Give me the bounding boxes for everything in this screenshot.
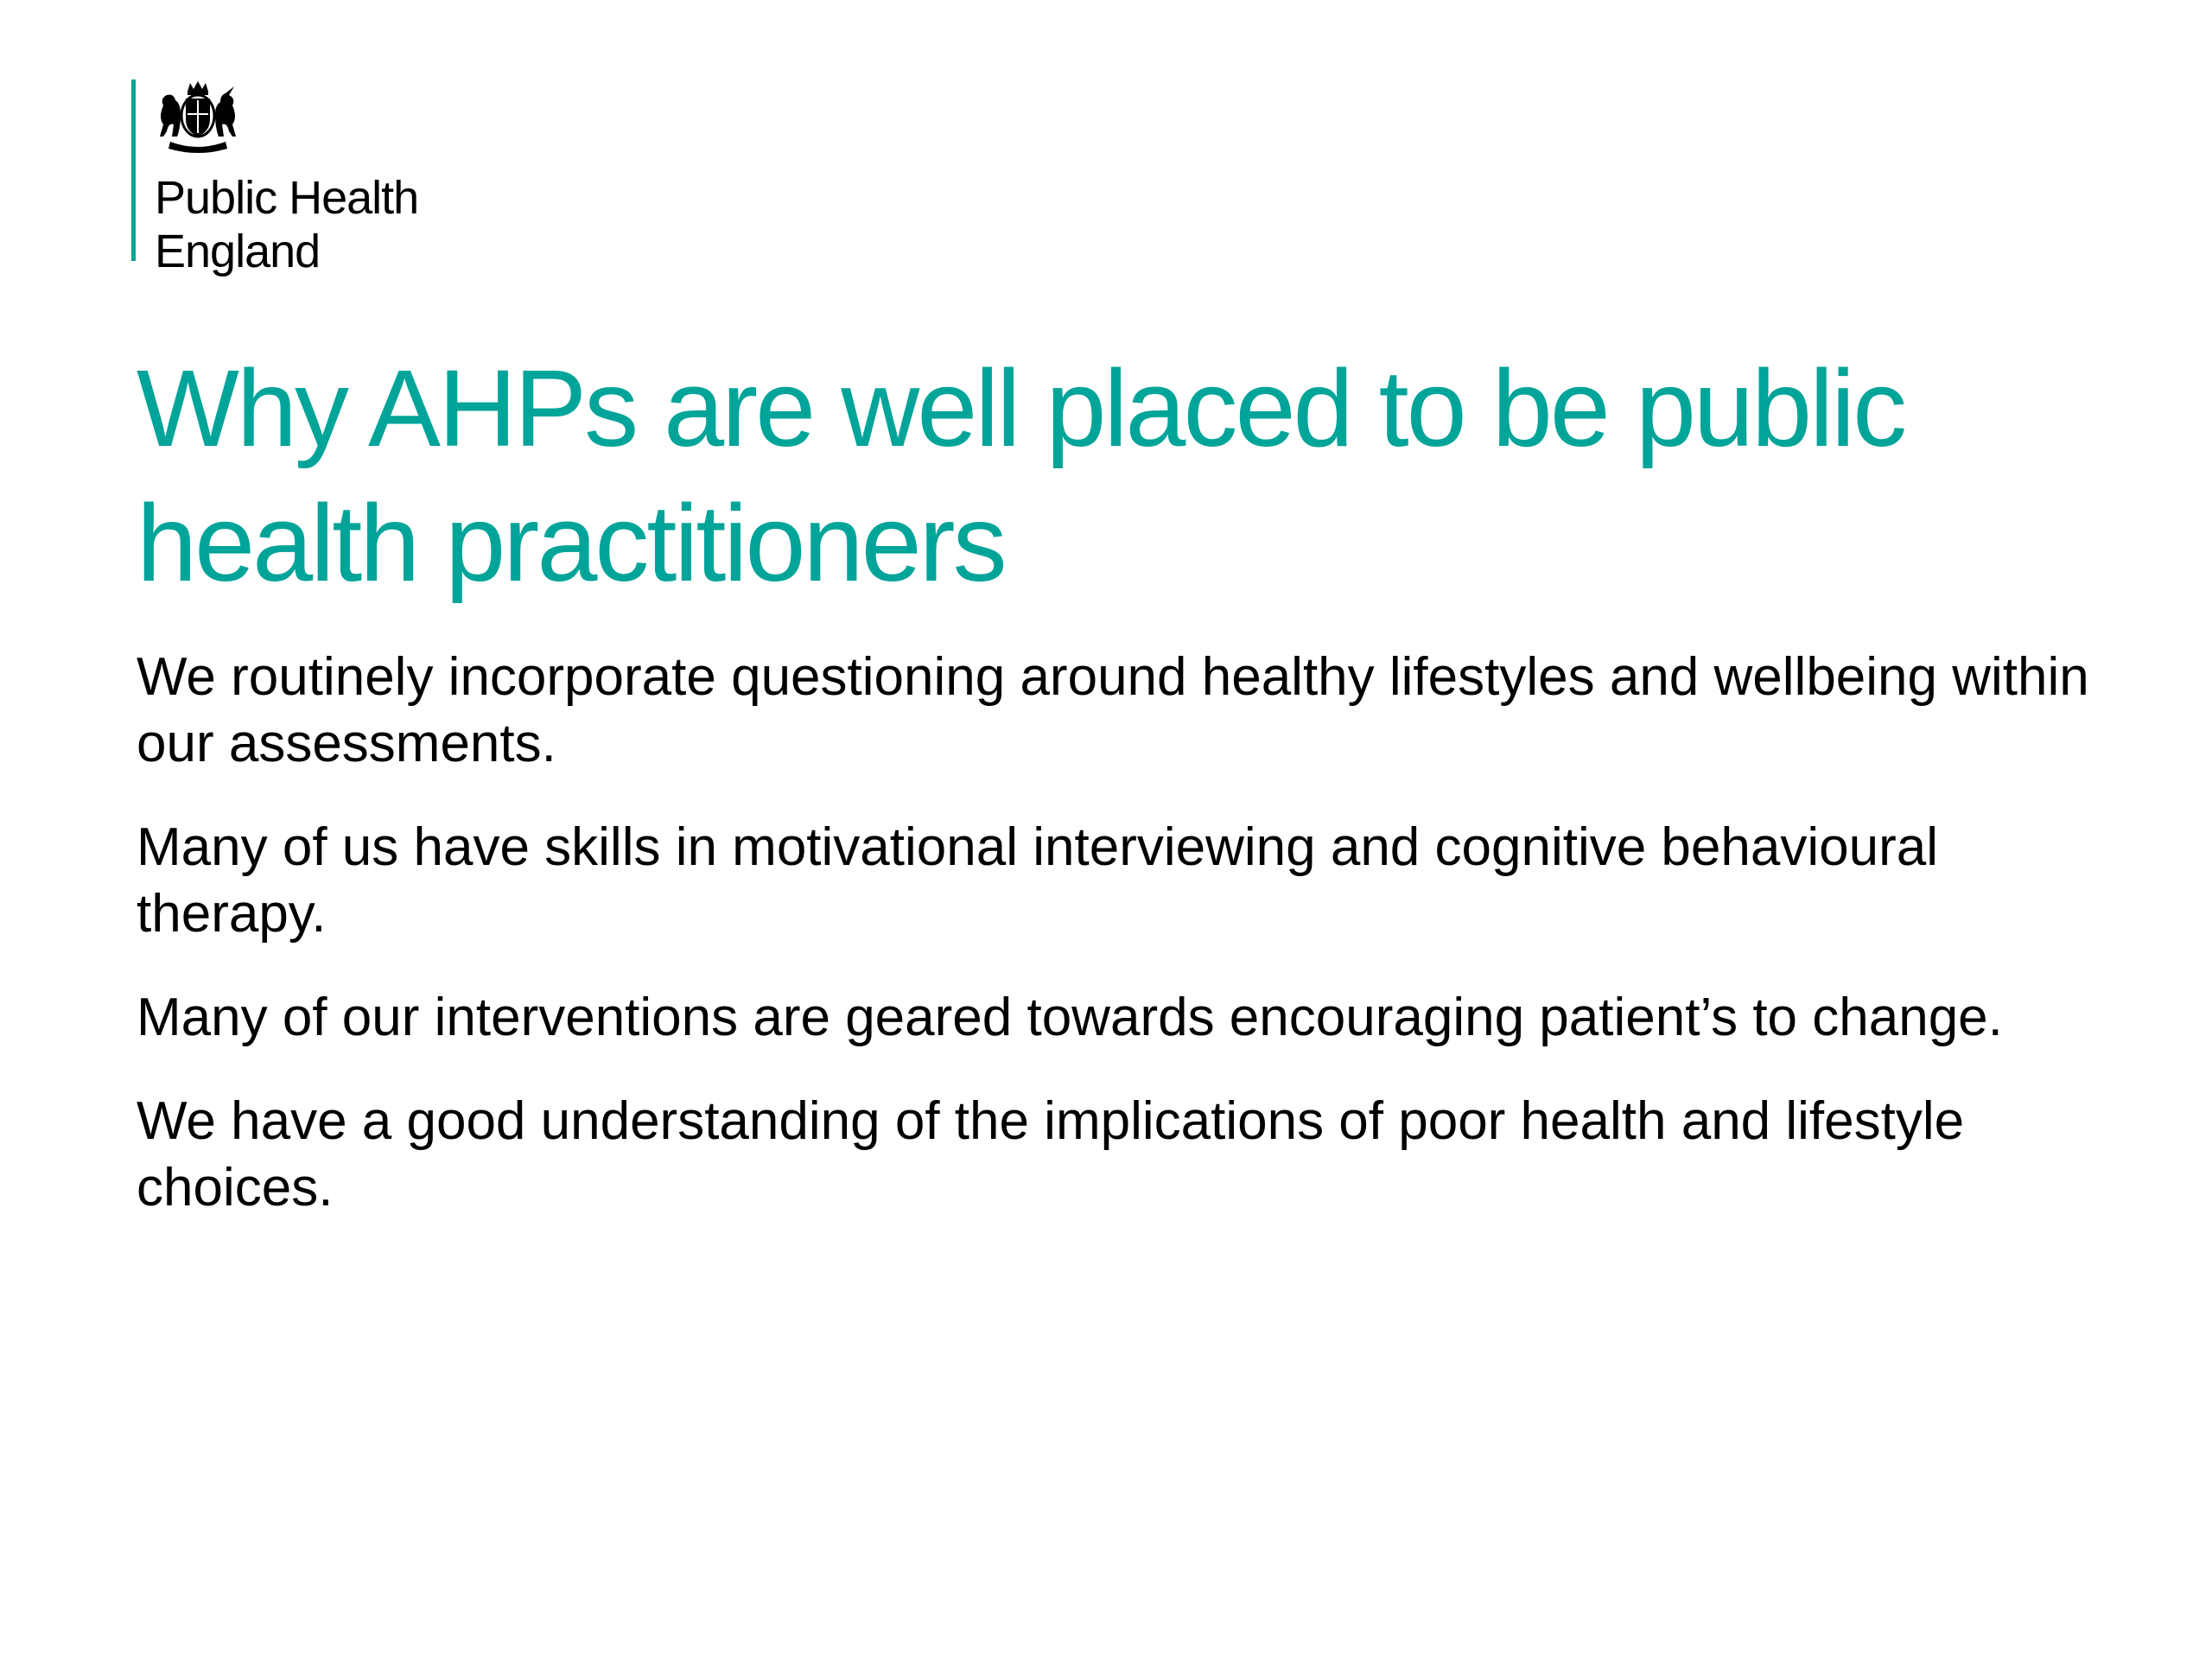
slide-title: Why AHPs are well placed to be public health practitioners [137,347,1905,604]
royal-coat-of-arms-icon [155,79,241,156]
body-paragraph: We routinely incorporate questioning around healthy lifestyles and wellbeing within our assessments. [137,647,2089,773]
organisation-logo [131,79,419,277]
body-paragraph: We have a good understanding of the implications of poor health and lifestyle choices. [137,1091,1965,1217]
organisation-name-line-1: Public Health [155,172,419,224]
body-text [137,644,2124,1258]
body-paragraph: Many of us have skills in motivational interviewing and cognitive behavioural therapy. [137,817,1938,944]
organisation-name-line-2: England [155,226,321,277]
body-paragraph: Many of our interventions are geared towards encouraging patient’s to change. [137,988,2003,1047]
organisation-name [155,171,418,278]
